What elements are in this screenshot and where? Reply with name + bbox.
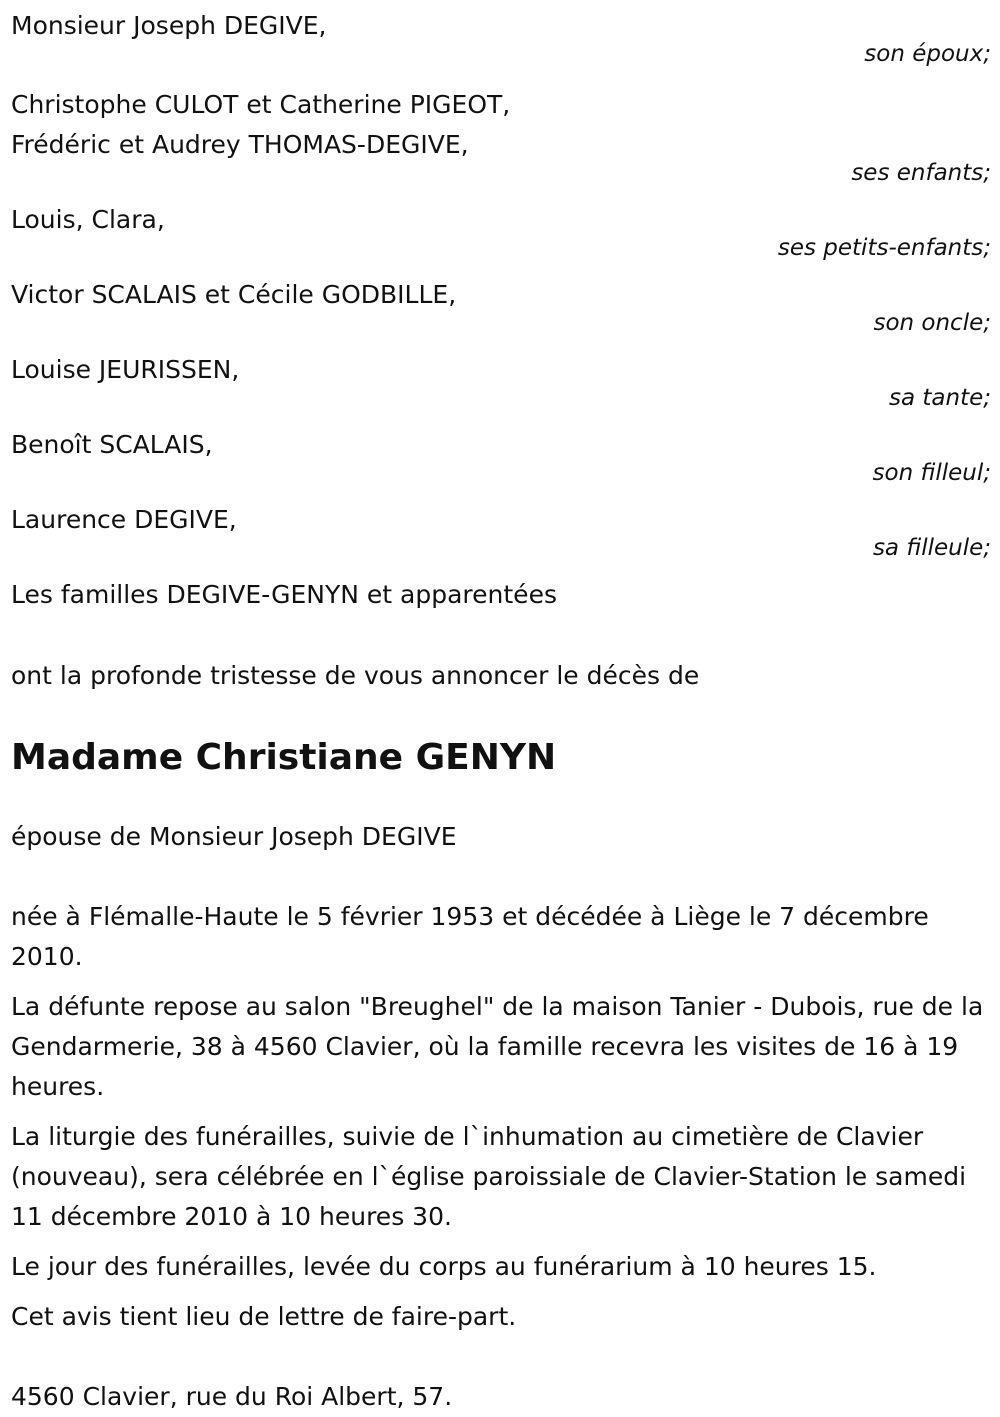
- family-relation: son filleul;: [872, 460, 991, 486]
- spouse-line: épouse de Monsieur Joseph DEGIVE: [11, 822, 457, 851]
- family-group-uncle: [11, 275, 991, 335]
- family-relation: son époux;: [864, 41, 991, 67]
- family-group-goddaughter: [11, 500, 991, 560]
- family-names: Frédéric et Audrey THOMAS-DEGIVE,: [11, 130, 469, 159]
- family-relation: son oncle;: [873, 310, 991, 336]
- family-group-godson: [11, 425, 991, 485]
- family-relation: sa tante;: [889, 385, 991, 411]
- deceased-name: Madame Christiane GENYN: [11, 737, 557, 778]
- obituary-notice: [11, 0, 991, 1417]
- family-group-children: [11, 85, 991, 185]
- levee-paragraph: Le jour des funérailles, levée du corps au funérarium à 10 heures 15.: [11, 1252, 877, 1281]
- family-names: Louise JEURISSEN,: [11, 355, 240, 384]
- notice-paragraph: Cet avis tient lieu de lettre de faire-part.: [11, 1302, 517, 1331]
- repose-paragraph: La défunte repose au salon "Breughel" de la maison Tanier - Dubois, rue de la Gendarmerie, 38 à 4560 Clavier, où la famille recevra les visites de 16 à 19 heures.: [11, 992, 984, 1101]
- family-relation: sa filleule;: [872, 535, 991, 561]
- families-line: Les familles DEGIVE-GENYN et apparentées: [11, 580, 557, 609]
- family-names: Christophe CULOT et Catherine PIGEOT,: [11, 90, 511, 119]
- family-names: Monsieur Joseph DEGIVE,: [11, 11, 327, 40]
- family-group-spouse: [11, 6, 991, 66]
- family-relation: ses enfants;: [851, 160, 991, 186]
- family-relation: ses petits-enfants;: [777, 235, 991, 261]
- address: 4560 Clavier, rue du Roi Albert, 57.: [11, 1382, 453, 1411]
- family-names: Louis, Clara,: [11, 205, 165, 234]
- family-names: Benoît SCALAIS,: [11, 430, 213, 459]
- family-names: Victor SCALAIS et Cécile GODBILLE,: [11, 280, 457, 309]
- family-group-aunt: [11, 350, 991, 410]
- family-names: Laurence DEGIVE,: [11, 505, 237, 534]
- announcement: ont la profonde tristesse de vous annoncer le décès de: [11, 661, 700, 690]
- liturgy-paragraph: La liturgie des funérailles, suivie de l`inhumation au cimetière de Clavier (nouveau), sera célébrée en l`église paroissiale de Clavier-Station le samedi 11 décembre 2010 à 10 heures 30.: [11, 1122, 967, 1231]
- birth-death-paragraph: née à Flémalle-Haute le 5 février 1953 et décédée à Liège le 7 décembre 2010.: [11, 902, 929, 971]
- family-group-grandchildren: [11, 200, 991, 260]
